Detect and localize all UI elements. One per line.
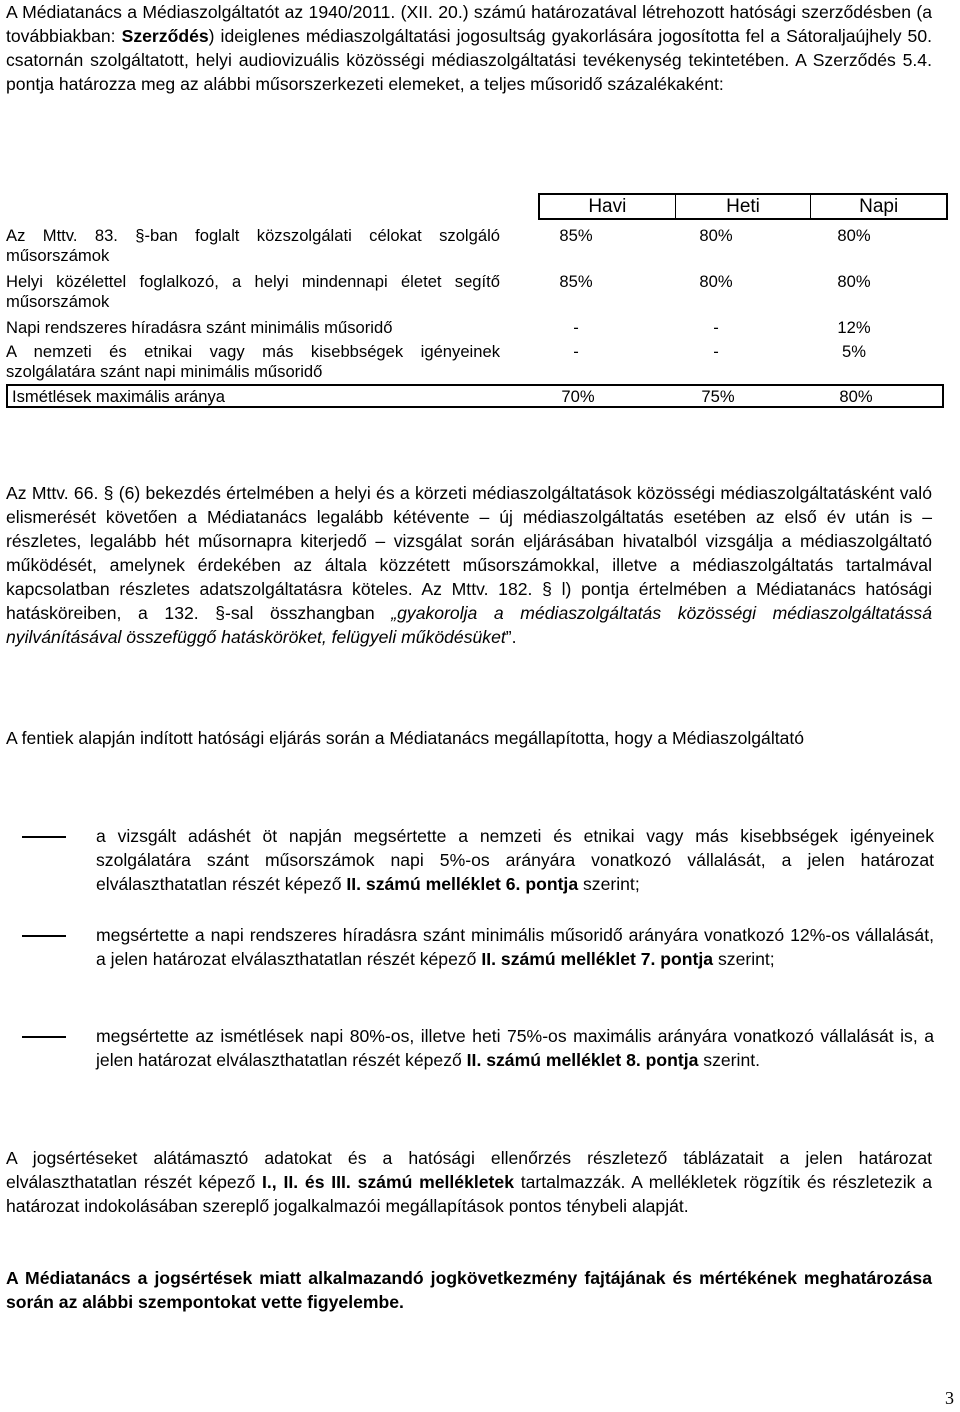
- row-label: A nemzeti és etnikai vagy más kisebbségek igényeinek szolgálatára szánt napi minimális műsoridő: [6, 342, 500, 381]
- cell-napi: 5%: [842, 342, 866, 361]
- dash-bullet: [22, 1036, 66, 1038]
- cell-napi: 80%: [837, 272, 871, 291]
- cell-napi: 80%: [837, 226, 871, 245]
- table-row: [6, 226, 944, 268]
- header-heti: Heti: [675, 195, 811, 218]
- cell-heti: 80%: [699, 272, 733, 291]
- finding-item: [96, 1024, 934, 1072]
- finding-annex-ref: II. számú melléklet 7. pontja: [481, 949, 714, 969]
- cell-napi: 12%: [837, 318, 871, 337]
- table-row: [6, 318, 944, 340]
- finding-end: szerint;: [713, 949, 775, 969]
- finding-item: [96, 923, 934, 971]
- finding-item: [96, 824, 934, 896]
- annex-text: A jogsértéseket alátámasztó adatokat és a hatósági ellenőrzés részletező táblázatait a jelen határozat elválaszthatatlan részét képező: [6, 1148, 932, 1192]
- dash-bullet: [22, 935, 66, 937]
- conclusion-paragraph: A Médiatanács a jogsértések miatt alkalmazandó jogkövetkezmény fajtájának és mértékének meghatározása során az alábbi szempontokat vette figyelembe.: [6, 1268, 932, 1312]
- annex-ref: I., II. és III. számú mellékletek: [262, 1172, 514, 1192]
- row-label: Az Mttv. 83. §-ban foglalt közszolgálati célokat szolgáló műsorszámok: [6, 226, 500, 265]
- mttv-66-text: Az Mttv. 66. § (6) bekezdés értelmében a helyi és a körzeti médiaszolgáltatások közösségi médiaszolgáltatásként való elismerését követően a Médiatanács legalább kétévente – új médiaszolgáltatás esetében az első év után is – részletes, legalább hét műsornapra kiterjedő – vizsgálat során eljárásában hivatalból vizsgálja a médiaszolgáltató működését, amelynek érdekében az általa közzétett műsorszámokkal, illetve a médiaszolgáltatás tartalmával kapcsolatban részletes adatszolgáltatásra köteles. Az Mttv. 182. § l) pontja értelmében a Médiatanács hatósági hatásköreiben, a 132. §-sal összhangban: [6, 483, 932, 623]
- header-havi: Havi: [588, 196, 627, 217]
- annex-paragraph: [6, 1146, 932, 1218]
- table-row: [6, 384, 944, 408]
- findings-intro: A fentiek alapján indított hatósági eljárás során a Médiatanács megállapította, hogy a Médiaszolgáltató: [6, 728, 805, 748]
- cell-heti: 80%: [699, 226, 733, 245]
- table-row: [6, 272, 944, 314]
- row-label: Helyi közélettel foglalkozó, a helyi mindennapi életet segítő műsorszámok: [6, 272, 500, 311]
- mttv-66-paragraph: [6, 481, 932, 649]
- cell-heti: 75%: [701, 387, 735, 406]
- cell-havi: 70%: [561, 387, 595, 406]
- mttv-66-end: ”.: [505, 627, 517, 647]
- finding-text: megsértette az ismétlések napi 80%-os, illetve heti 75%-os maximális arányára vonatkozó vállalását is, a jelen határozat elválaszthatatlan részét képező: [96, 1026, 934, 1070]
- annex-text-end: tartalmazzák. A mellékletek rögzítik és részletezik a határozat indokolásában szereplő jogalkalmazói megállapítások pontos ténybeli alapját.: [6, 1172, 932, 1216]
- cell-havi: -: [573, 318, 579, 337]
- intro-paragraph: [6, 0, 932, 96]
- dash-bullet: [22, 836, 66, 838]
- row-label: Napi rendszeres híradásra szánt minimális műsoridő: [6, 318, 393, 337]
- finding-annex-ref: II. számú melléklet 8. pontja: [466, 1050, 699, 1070]
- finding-text: megsértette a napi rendszeres híradásra szánt minimális műsoridő arányára vonatkozó 12%-os vállalását, a jelen határozat elválaszthatatlan részét képező: [96, 925, 934, 969]
- cell-heti: -: [713, 318, 719, 337]
- table-header: [538, 193, 948, 220]
- page-number: 3: [945, 1388, 954, 1408]
- finding-annex-ref: II. számú melléklet 6. pontja: [346, 874, 579, 894]
- cell-heti: -: [713, 342, 719, 361]
- finding-end: szerint.: [698, 1050, 761, 1070]
- table-row: [6, 342, 944, 384]
- cell-havi: 85%: [559, 226, 593, 245]
- finding-end: szerint;: [578, 874, 640, 894]
- intro-text-1: A Médiatanács a Médiaszolgáltatót az 1940/2011. (XII. 20.) számú határozatával létrehozott hatósági szerződésben (a továbbiakban:: [6, 2, 932, 46]
- cell-napi: 80%: [839, 387, 873, 406]
- header-napi: Napi: [810, 195, 946, 218]
- row-label: Ismétlések maximális aránya: [12, 387, 226, 406]
- finding-text: a vizsgált adáshét öt napján megsértette a nemzeti és etnikai vagy más kisebbségek igényeinek szolgálatára szánt műsorszámok napi 5%-os arányára vonatkozó vállalását, a jelen határozat elválaszthatatlan részét képező: [96, 826, 934, 894]
- intro-text-2: ) ideiglenes médiaszolgáltatási jogosultság gyakorlására jogosította fel a Sátoraljaújhely 50. csatornán szolgáltatott, helyi audiovizuális közösségi médiaszolgáltatási tevékenység tekintetében. A Szerződés 5.4. pontja határozza meg az alábbi műsorszerkezeti elemeket, a teljes műsoridő százalékaként:: [6, 26, 933, 94]
- cell-havi: 85%: [559, 272, 593, 291]
- mttv-66-quote: „gyakorolja a médiaszolgáltatás közösségi médiaszolgáltatássá nyilvánításával összefüggő hatásköröket, felügyeli működésüket: [6, 603, 932, 647]
- cell-havi: -: [573, 342, 579, 361]
- intro-bold-term: Szerződés: [121, 26, 209, 46]
